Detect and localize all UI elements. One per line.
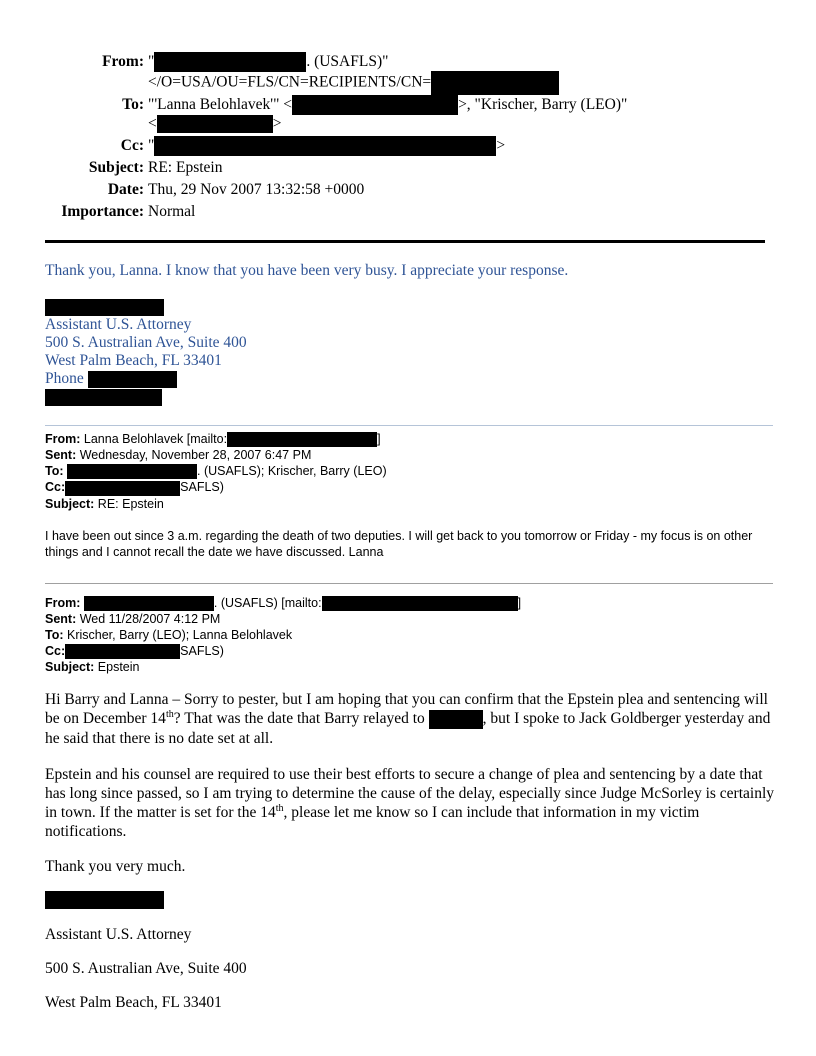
msg2-subject-label: Subject: <box>45 496 95 511</box>
msg3-cc-row <box>45 643 521 659</box>
phone-label: Phone <box>45 370 84 387</box>
msg3-to-row <box>45 627 521 643</box>
header-importance-value: Normal <box>148 203 196 220</box>
signature-address-line1: 500 S. Australian Ave, Suite 400 <box>45 334 247 351</box>
header-to-value-line2 <box>148 114 282 133</box>
redaction-block <box>65 481 180 496</box>
msg3-paragraph-2 <box>45 765 775 841</box>
redaction-block <box>84 596 214 611</box>
msg2-from-bracket: ] <box>377 432 381 446</box>
msg3-signature-address-line2: West Palm Beach, FL 33401 <box>45 994 222 1011</box>
header-to-value <box>148 95 627 115</box>
redaction-block <box>154 136 496 156</box>
msg3-paragraph-1 <box>45 690 775 748</box>
redaction-block <box>322 596 518 611</box>
msg3-to-label: To: <box>45 628 64 643</box>
redaction-block <box>88 371 177 388</box>
message-separator <box>45 583 773 584</box>
msg3-sent-row <box>45 611 521 627</box>
redaction-block <box>45 299 164 316</box>
redaction-block <box>431 71 559 95</box>
p2-text-b: , please let me know so I can include that information in my victim notifications. <box>45 804 700 840</box>
header-subject-label: Subject: <box>88 159 144 176</box>
header-cc-row <box>0 136 816 155</box>
msg3-subject-row <box>45 659 521 675</box>
signature-address-line2: West Palm Beach, FL 33401 <box>45 352 222 369</box>
header-subject-row <box>0 158 816 177</box>
header-cc-value <box>148 136 505 156</box>
msg2-from-row <box>45 431 387 447</box>
email-header <box>0 52 816 224</box>
from-x500: </O=USA/OU=FLS/CN=RECIPIENTS/CN= <box>148 73 432 91</box>
cc-quote: " <box>148 137 155 154</box>
reply-text: Thank you, Lanna. I know that you have been very busy. I appreciate your response. <box>45 262 569 279</box>
to-bracket-close: > <box>272 115 282 132</box>
header-to-row <box>0 95 816 133</box>
redaction-block <box>67 464 197 479</box>
msg2-to-row <box>45 463 387 479</box>
msg2-from-label: From: <box>45 432 81 446</box>
msg3-sent-label: Sent: <box>45 612 77 627</box>
signature-phone <box>45 370 247 388</box>
msg2-sent-value: Wednesday, November 28, 2007 6:47 PM <box>79 448 312 463</box>
reply-signature <box>45 298 247 406</box>
msg3-from-bracket: ] <box>517 596 522 610</box>
msg3-paragraph-3: Thank you very much. <box>45 858 186 875</box>
redaction-block <box>157 115 273 133</box>
p1-superscript: th <box>165 708 174 720</box>
redaction-block <box>45 891 164 909</box>
redaction-block <box>292 95 458 115</box>
cc-bracket-close: > <box>496 137 506 154</box>
header-subject-value: RE: Epstein <box>148 159 223 176</box>
msg2-subject-value: RE: Epstein <box>97 496 164 511</box>
p1-text-c: , but I spoke to Jack Goldberger yesterday and he said that there is no date set at all. <box>45 710 771 747</box>
redaction-block <box>65 644 180 659</box>
msg2-cc-label: Cc: <box>45 480 66 495</box>
header-date-label: Date: <box>107 181 144 198</box>
p1-text-a: Hi Barry and Lanna – Sorry to pester, but I am hoping that you can confirm that the Epstein plea and sentencing will be on December 14 <box>45 691 768 727</box>
msg2-from-value: Lanna Belohlavek [mailto: <box>83 432 228 446</box>
header-from-value <box>148 52 388 72</box>
msg2-subject-row <box>45 496 387 512</box>
header-importance-row <box>0 202 816 221</box>
header-date-value: Thu, 29 Nov 2007 13:32:58 +0000 <box>148 181 365 198</box>
msg3-subject-label: Subject: <box>45 660 95 675</box>
header-to-label: To: <box>122 96 144 113</box>
signature-email <box>45 388 247 406</box>
header-from-value-line2 <box>148 71 559 95</box>
msg3-to-value: Krischer, Barry (LEO); Lanna Belohlavek <box>67 628 293 643</box>
msg2-sent-label: Sent: <box>45 448 77 463</box>
signature-name <box>45 298 247 316</box>
header-from-row <box>0 52 816 92</box>
msg2-cc-row <box>45 479 387 495</box>
msg3-from-row <box>45 595 521 611</box>
to-bracket-open: < <box>148 115 157 132</box>
msg3-header <box>45 595 521 675</box>
msg3-from-label: From: <box>45 596 81 610</box>
header-importance-label: Importance: <box>61 203 144 220</box>
msg3-from-value: . (USAFLS) [mailto: <box>213 596 322 610</box>
msg3-signature-address-line1: 500 S. Australian Ave, Suite 400 <box>45 960 247 977</box>
msg2-to-value: . (USAFLS); Krischer, Barry (LEO) <box>197 464 387 479</box>
msg2-sent-row <box>45 447 387 463</box>
msg3-sent-value: Wed 11/28/2007 4:12 PM <box>79 612 221 627</box>
redaction-block <box>154 52 306 72</box>
msg3-subject-value: Epstein <box>97 660 140 675</box>
msg2-header <box>45 431 387 512</box>
p2-text-a: Epstein and his counsel are required to use their best efforts to secure a change of plea and sentencing by a date that has long since passed, so I am trying to determine the cause of the delay, especially since Judge McSorley is certainly in town. If the matter is set for the 14 <box>45 766 774 821</box>
msg2-to-label: To: <box>45 464 64 479</box>
from-quote: " <box>148 53 155 70</box>
p1-text-b: ? That was the date that Barry relayed to <box>173 710 429 727</box>
from-org: . (USAFLS)" <box>306 53 389 70</box>
msg3-cc-label: Cc: <box>45 644 66 659</box>
p2-superscript: th <box>275 802 284 814</box>
to-krischer: >, "Krischer, Barry (LEO)" <box>458 96 628 113</box>
msg3-signature-name <box>45 890 775 909</box>
redaction-block <box>429 710 483 729</box>
header-divider <box>45 240 765 243</box>
msg2-body: I have been out since 3 a.m. regarding the death of two deputies. I will get back to you tomorrow or Friday - my focus is on other things and I cannot recall the date we have discussed. Lanna <box>45 529 753 559</box>
to-lanna: "'Lanna Belohlavek'" < <box>148 96 293 113</box>
msg3-cc-value: SAFLS) <box>180 644 224 659</box>
redaction-block <box>227 432 377 447</box>
header-cc-label: Cc: <box>120 137 144 154</box>
header-date-row <box>0 180 816 199</box>
msg3-signature-title: Assistant U.S. Attorney <box>45 926 192 943</box>
msg2-cc-value: SAFLS) <box>180 480 224 495</box>
signature-title: Assistant U.S. Attorney <box>45 316 192 333</box>
message-separator <box>45 425 773 426</box>
header-from-label: From: <box>102 53 144 70</box>
redaction-block <box>45 389 162 406</box>
